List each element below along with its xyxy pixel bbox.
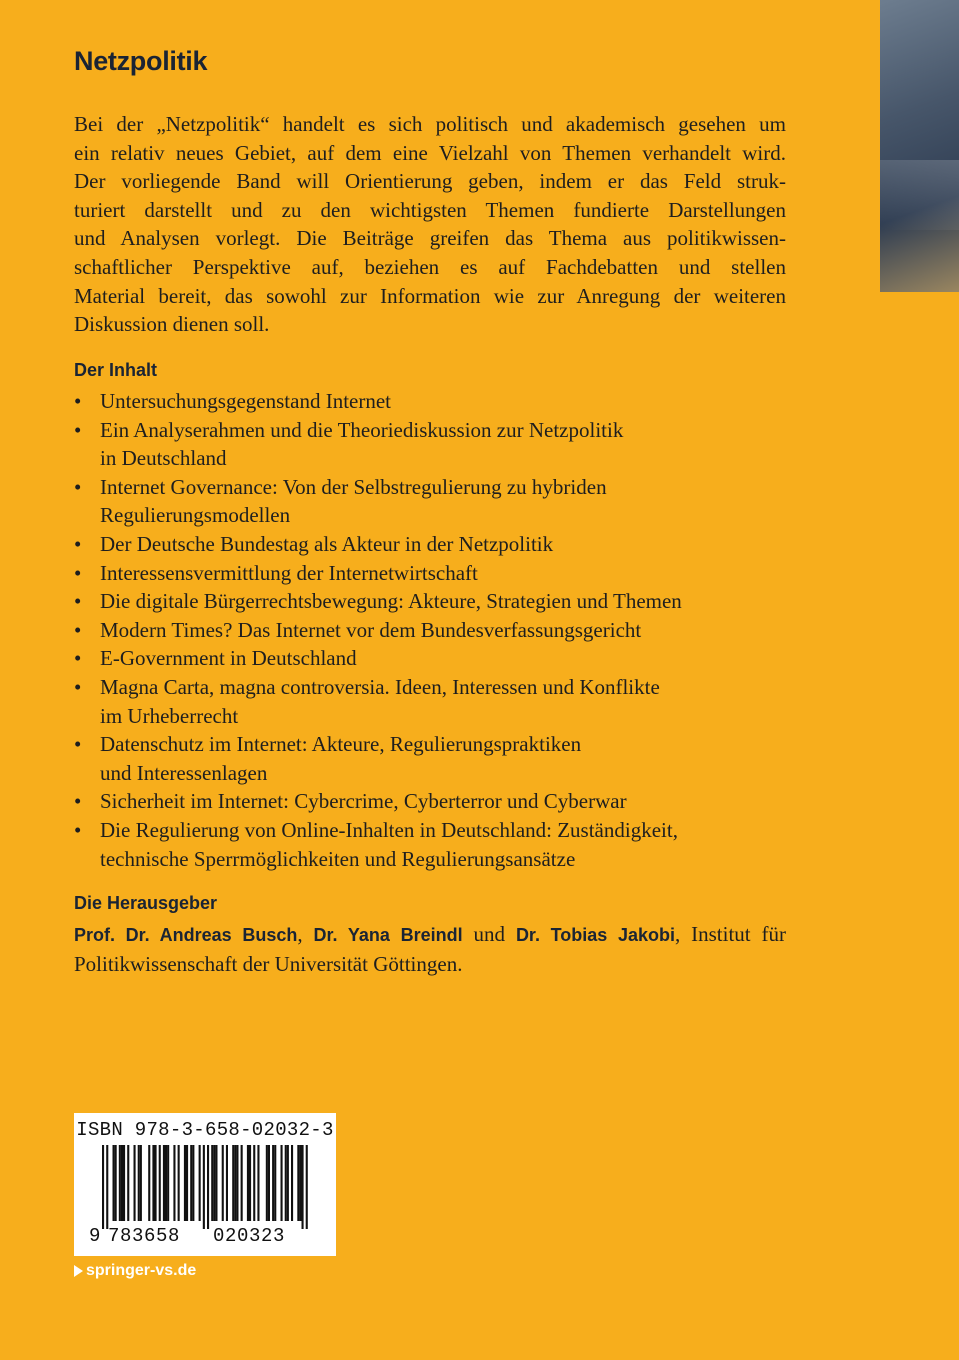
barcode-bar: [155, 1145, 157, 1221]
contents-item: [74, 644, 794, 673]
barcode-bar: [274, 1145, 276, 1221]
barcode-bar: [159, 1145, 161, 1221]
contents-item: [74, 387, 794, 416]
barcode-bar: [113, 1145, 115, 1221]
barcode-bar: [152, 1145, 154, 1221]
ean-first-digit: 9: [89, 1225, 101, 1247]
contents-item-text: in Deutschland: [100, 446, 227, 471]
barcode-bar: [148, 1145, 150, 1221]
barcode-bar: [165, 1145, 167, 1221]
affiliation-start: , Institut für: [674, 922, 787, 946]
bullet-icon: •: [74, 389, 82, 413]
ean-left-digits: 783658: [108, 1225, 181, 1247]
editors-paragraph: [74, 920, 786, 978]
contents-item: [74, 616, 794, 645]
barcode-bar: [226, 1145, 228, 1221]
isbn-barcode: [74, 1113, 336, 1256]
barcode-bar: [199, 1145, 201, 1221]
contents-item-text: Modern Times? Das Internet vor dem Bundesverfassungsgericht: [100, 617, 642, 642]
barcode-bar: [257, 1145, 259, 1221]
barcode-bar: [115, 1145, 117, 1221]
barcode-bar: [207, 1145, 209, 1229]
contents-item-text: Sicherheit im Internet: Cybercrime, Cyberterror und Cyberwar: [100, 789, 627, 814]
contents-item: [74, 673, 794, 730]
contents-item-text: Die digitale Bürgerrechtsbewegung: Akteure, Strategien und Themen: [100, 589, 682, 614]
contents-item: [74, 530, 794, 559]
contents-item-text: und Interessenlagen: [100, 760, 268, 785]
barcode-bar: [241, 1145, 243, 1221]
contents-item-text: Regulierungsmodellen: [100, 503, 291, 528]
ean-right-digits: 020323: [213, 1225, 286, 1247]
separator: ,: [297, 922, 303, 946]
barcode-bar: [127, 1145, 129, 1221]
book-title: Netzpolitik: [74, 46, 208, 76]
editors-line: [74, 920, 786, 950]
barcode-bar: [291, 1145, 293, 1221]
contents-item-text: Die Regulierung von Online-Inhalten in Deutschland: Zuständigkeit,: [100, 817, 678, 842]
contents-item-text: im Urheberrecht: [100, 703, 239, 728]
barcode-bar: [163, 1145, 165, 1221]
bullet-icon: •: [74, 789, 82, 814]
contents-item-text: Der Deutsche Bundestag als Akteur in der Netzpolitik: [100, 531, 554, 556]
barcode-bar: [297, 1145, 299, 1221]
blurb-line: und Analysen vorlegt. Die Beiträge greifen das Thema aus politikwissen-: [74, 226, 786, 251]
blurb-line: Der vorliegende Band will Orientierung geben, indem er das Feld struk-: [74, 169, 786, 194]
barcode-bar: [215, 1145, 217, 1221]
contents-item: [74, 416, 794, 473]
editor-name: Dr. Yana Breindl: [313, 925, 463, 945]
barcode-bar: [102, 1145, 104, 1229]
website-label: springer-vs.de: [86, 1262, 197, 1279]
bullet-icon: •: [74, 589, 82, 614]
contents-item-text: Untersuchungsgegenstand Internet: [100, 389, 391, 413]
barcode-bar: [190, 1145, 192, 1221]
barcode-bar: [134, 1145, 136, 1221]
contents-item: [74, 730, 794, 787]
contents-item: [74, 587, 794, 616]
barcode-bar: [222, 1145, 224, 1221]
barcode-bar: [266, 1145, 268, 1221]
barcode-bar: [138, 1145, 140, 1221]
barcode-bar: [272, 1145, 274, 1221]
blurb-line: schaftlicher Perspektive auf, beziehen es auf Fachdebatten und stellen: [74, 254, 786, 279]
barcode-bar: [184, 1145, 186, 1221]
blurb-line: Bei der „Netzpolitik“ handelt es sich politisch und akademisch gesehen um: [74, 112, 786, 136]
contents-list: [74, 387, 794, 873]
contents-heading: Der Inhalt: [74, 360, 158, 380]
editor-name: Prof. Dr. Andreas Busch: [74, 925, 298, 945]
barcode-bar: [299, 1145, 301, 1221]
barcode-bar: [106, 1145, 108, 1229]
blurb-paragraph: [74, 110, 786, 339]
contents-item-text: Interessensvermittlung der Internetwirtschaft: [100, 560, 478, 585]
contents-item-text: E-Government in Deutschland: [100, 646, 357, 671]
barcode-bars: [102, 1145, 312, 1229]
barcode-bar: [186, 1145, 188, 1221]
bullet-icon: •: [74, 646, 82, 671]
barcode-bar: [234, 1145, 236, 1221]
bullet-icon: •: [74, 474, 82, 499]
contents-item: [74, 559, 794, 588]
barcode-bar: [173, 1145, 175, 1221]
barcode-bar: [119, 1145, 121, 1221]
barcode-bar: [247, 1145, 249, 1221]
bullet-icon: •: [74, 617, 82, 642]
blurb-line: Diskussion dienen soll.: [74, 312, 270, 337]
barcode-bar: [178, 1145, 180, 1221]
contents-item-text: Internet Governance: Von der Selbstregulierung zu hybriden: [100, 474, 607, 499]
blurb-line: ein relativ neues Gebiet, auf dem eine Vielzahl von Themen verhandelt wird.: [74, 140, 786, 165]
contents-item-text: Ein Analyserahmen und die Theoriediskussion zur Netzpolitik: [100, 417, 624, 442]
contents-item: [74, 473, 794, 530]
blurb-line: turiert darstellt und zu den wichtigsten Themen fundierte Darstellungen: [74, 197, 786, 222]
bullet-icon: •: [74, 817, 82, 842]
barcode-bar: [167, 1145, 169, 1221]
barcode-bar: [140, 1145, 142, 1221]
contents-item-text: technische Sperrmöglichkeiten und Regulierungsansätze: [100, 846, 576, 871]
barcode-bar: [192, 1145, 194, 1221]
contents-item: [74, 816, 794, 873]
barcode-bar: [268, 1145, 270, 1221]
barcode-bar: [123, 1145, 125, 1221]
publisher-website[interactable]: [74, 1262, 196, 1280]
barcode-bar: [213, 1145, 215, 1221]
bullet-icon: •: [74, 732, 82, 757]
contents-item: [74, 787, 794, 816]
barcode-bar: [249, 1145, 251, 1221]
contents-item-text: Datenschutz im Internet: Akteure, Regulierungspraktiken: [100, 732, 582, 757]
blurb-line: Material bereit, das sowohl zur Information wie zur Anregung der weiteren: [74, 283, 786, 308]
bullet-icon: •: [74, 417, 82, 442]
bullet-icon: •: [74, 531, 82, 556]
barcode-bar: [232, 1145, 234, 1221]
barcode-bar: [302, 1145, 304, 1229]
editors-line: Politikwissenschaft der Universität Göttingen.: [74, 951, 463, 976]
editor-name: Dr. Tobias Jakobi: [515, 925, 675, 945]
barcode-bar: [203, 1145, 205, 1229]
barcode-bar: [306, 1145, 308, 1229]
bullet-icon: •: [74, 674, 82, 699]
arrow-icon: [74, 1265, 83, 1277]
editors-heading: Die Herausgeber: [74, 893, 218, 913]
barcode-bar: [281, 1145, 283, 1221]
barcode-bar: [287, 1145, 289, 1221]
barcode-bar: [253, 1145, 255, 1221]
contents-item-text: Magna Carta, magna controversia. Ideen, Interessen und Konflikte: [100, 674, 660, 699]
cover-image-fragment: [880, 0, 959, 292]
bullet-icon: •: [74, 560, 82, 585]
isbn-number: ISBN 978-3-658-02032-3: [76, 1119, 334, 1141]
barcode-bar: [285, 1145, 287, 1221]
barcode-bar: [236, 1145, 238, 1221]
barcode-bar: [211, 1145, 213, 1221]
barcode-bar: [121, 1145, 123, 1221]
conjunction: und: [473, 922, 506, 946]
